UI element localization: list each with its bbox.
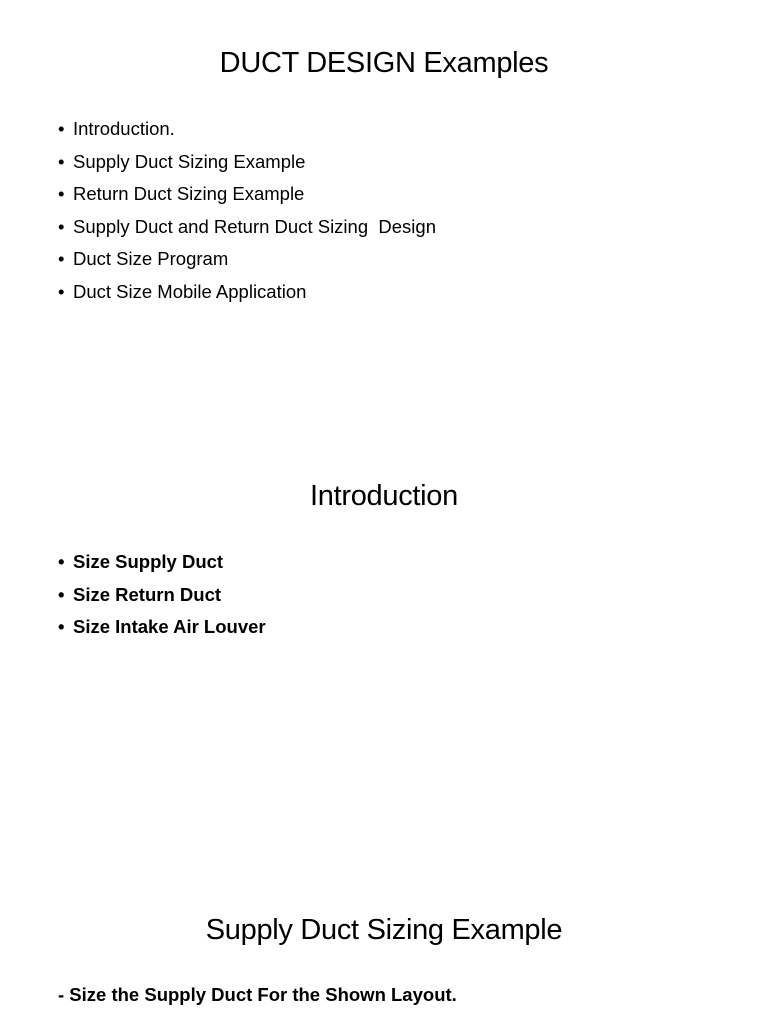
bullet-icon: • — [58, 583, 65, 605]
bullet-icon: • — [58, 215, 65, 237]
bullet-icon: • — [58, 248, 65, 269]
list-item: • Introduction. — [58, 113, 436, 146]
slide-title: Introduction — [310, 480, 458, 512]
list-item: • Duct Size Program — [58, 243, 436, 276]
bullet-icon: • — [58, 280, 65, 302]
list-item: • Size Intake Air Louver — [58, 611, 266, 644]
list-item: • Supply Duct and Return Duct Sizing Design — [58, 211, 436, 244]
slide-title: DUCT DESIGN Examples — [219, 47, 549, 79]
instruction-text: - Size the Supply Duct For the Shown Layout. — [58, 984, 457, 1005]
bullet-icon: • — [58, 551, 65, 572]
bullet-icon: • — [58, 118, 65, 139]
list-item: • Duct Size Mobile Application — [58, 276, 436, 309]
list-item: • Supply Duct Sizing Example — [58, 146, 436, 179]
bullet-list — [58, 113, 436, 308]
slide-title: Supply Duct Sizing Example — [205, 914, 563, 946]
list-item: • Size Return Duct — [58, 579, 266, 612]
bullet-icon: • — [58, 616, 65, 637]
bullet-icon: • — [58, 183, 65, 204]
bullet-list — [58, 546, 266, 644]
list-item: • Return Duct Sizing Example — [58, 178, 436, 211]
bullet-icon: • — [58, 150, 65, 172]
list-item: • Size Supply Duct — [58, 546, 266, 579]
